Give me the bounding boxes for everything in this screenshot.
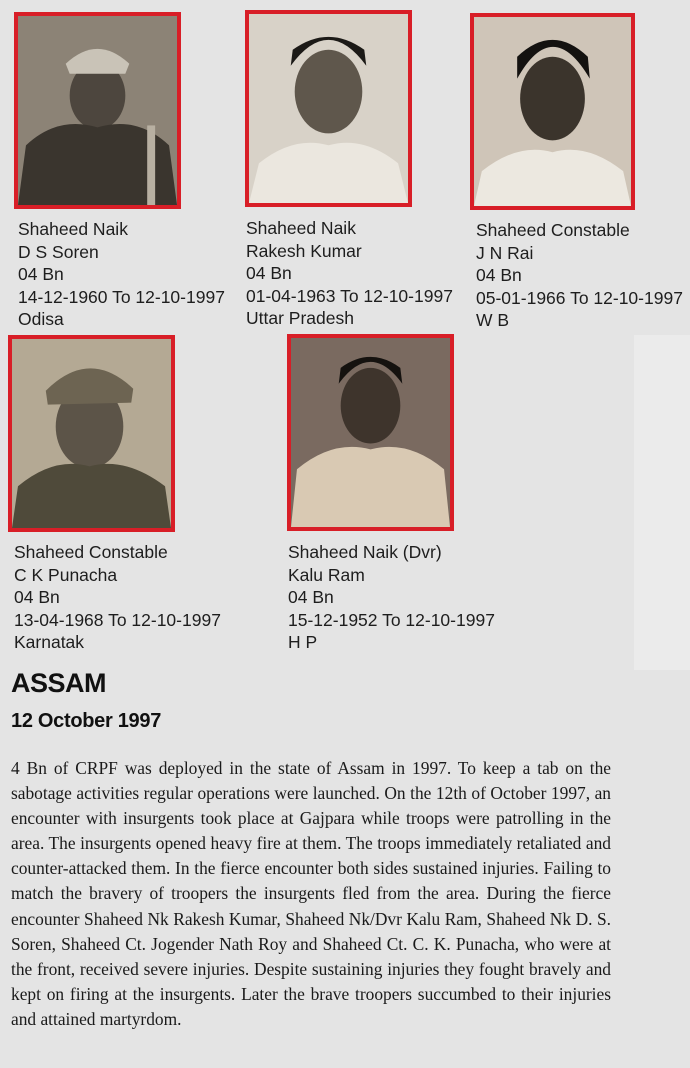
martyr-caption-rakesh-kumar	[246, 217, 453, 330]
martyr-dates: 14-12-1960 To 12-10-1997	[18, 286, 225, 307]
incident-narrative: 4 Bn of CRPF was deployed in the state of Assam in 1997. To keep a tab on the sabotage activities regular operations were launched. On the 12th of October 1997, an encounter with insurgents took place at Gajpara while troops were patrolling in the area. The insurgents opened heavy fire at them. The troops immediately retaliated and counter-attacked them. In the fierce encounter both sides sustained injuries. Failing to match the bravery of troopers the insurgents fled from the area. During the fierce encounter Shaheed Nk Rakesh Kumar, Shaheed Nk/Dvr Kalu Ram, Shaheed Nk D. S. Soren, Shaheed Ct. Jogender Nath Roy and Shaheed Ct. C. K. Punacha, who were at the front, received severe injuries. Despite sustaining injuries they fought bravely and kept on firing at the insurgents. Later the brave troopers succumbed to their injuries and attained martyrdom.	[11, 758, 611, 1029]
portrait-photo-soren	[14, 12, 181, 209]
martyr-state: H P	[288, 632, 318, 652]
martyr-state: Odisa	[18, 309, 64, 329]
martyr-rank: Shaheed Naik	[246, 218, 356, 238]
background-panel	[634, 335, 690, 670]
martyr-caption-jn-rai	[476, 219, 683, 332]
portrait-photo-rakesh-kumar	[245, 10, 412, 207]
martyr-state: W B	[476, 310, 510, 330]
martyr-dates: 05-01-1966 To 12-10-1997	[476, 287, 683, 308]
incident-date: 12 October 1997	[11, 710, 162, 732]
martyr-caption-ck-punacha	[14, 541, 221, 654]
martyr-name: C K Punacha	[14, 564, 118, 585]
martyr-dates: 15-12-1952 To 12-10-1997	[288, 609, 495, 630]
martyr-state: Uttar Pradesh	[246, 308, 354, 328]
martyr-rank: Shaheed Naik	[18, 219, 128, 239]
martyr-unit: 04 Bn	[18, 264, 64, 284]
portrait-photo-jn-rai	[470, 13, 635, 210]
martyr-unit: 04 Bn	[246, 263, 292, 283]
martyr-rank: Shaheed Constable	[476, 220, 630, 240]
martyr-name: Rakesh Kumar	[246, 240, 362, 261]
martyr-name: J N Rai	[476, 242, 534, 263]
martyr-rank: Shaheed Constable	[14, 542, 168, 562]
state-heading: ASSAM	[11, 668, 107, 698]
martyr-unit: 04 Bn	[476, 265, 522, 285]
martyr-unit: 04 Bn	[288, 587, 334, 607]
martyr-dates: 13-04-1968 To 12-10-1997	[14, 609, 221, 630]
portrait-photo-ck-punacha	[8, 335, 175, 532]
martyr-unit: 04 Bn	[14, 587, 60, 607]
martyr-rank: Shaheed Naik (Dvr)	[288, 542, 442, 562]
martyr-caption-kalu-ram	[288, 541, 495, 654]
martyr-name: Kalu Ram	[288, 564, 365, 585]
martyr-name: D S Soren	[18, 241, 99, 262]
martyr-state: Karnatak	[14, 632, 85, 652]
martyr-dates: 01-04-1963 To 12-10-1997	[246, 285, 453, 306]
portrait-photo-kalu-ram	[287, 334, 454, 531]
martyr-caption-soren	[18, 218, 225, 331]
